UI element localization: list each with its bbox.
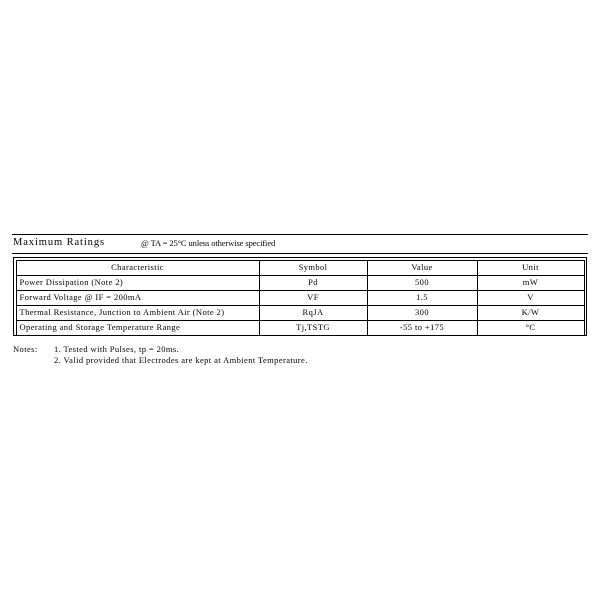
ratings-table-frame [13, 257, 587, 336]
table-row [16, 305, 584, 320]
ratings-table [16, 260, 585, 336]
cell-characteristic: Power Dissipation (Note 2) [16, 275, 259, 290]
notes-label: Notes: [13, 344, 38, 354]
cell-symbol: VF [259, 290, 367, 305]
table-row [16, 320, 584, 335]
cell-unit: K/W [477, 305, 584, 320]
cell-characteristic: Thermal Resistance, Junction to Ambient Air (Note 2) [16, 305, 259, 320]
cell-characteristic: Forward Voltage @ IF = 200mA [16, 290, 259, 305]
cell-value: 500 [367, 275, 477, 290]
note-item: 1. Tested with Pulses, tp = 20ms. [54, 344, 180, 354]
table-row [16, 290, 584, 305]
section-title: Maximum Ratings [13, 237, 105, 248]
cell-symbol: Tj,TSTG [259, 320, 367, 335]
cell-value: -55 to +175 [367, 320, 477, 335]
cell-value: 300 [367, 305, 477, 320]
cell-unit: °C [477, 320, 584, 335]
cell-unit: mW [477, 275, 584, 290]
cell-characteristic: Operating and Storage Temperature Range [16, 320, 259, 335]
cell-unit: V [477, 290, 584, 305]
section-heading [13, 236, 588, 252]
header-characteristic: Characteristic [16, 260, 259, 275]
cell-value: 1.5 [367, 290, 477, 305]
heading-top-rule [12, 234, 588, 235]
cell-symbol: RqJA [259, 305, 367, 320]
cell-symbol: Pd [259, 275, 367, 290]
table-row [16, 275, 584, 290]
note-item: 2. Valid provided that Electrodes are kept at Ambient Temperature. [54, 355, 308, 365]
table-header-row [16, 260, 584, 275]
header-unit: Unit [477, 260, 584, 275]
header-symbol: Symbol [259, 260, 367, 275]
notes-list [54, 344, 574, 366]
header-value: Value [367, 260, 477, 275]
section-condition: @ TA = 25°C unless otherwise specified [141, 238, 276, 248]
heading-bottom-rule [12, 253, 588, 254]
